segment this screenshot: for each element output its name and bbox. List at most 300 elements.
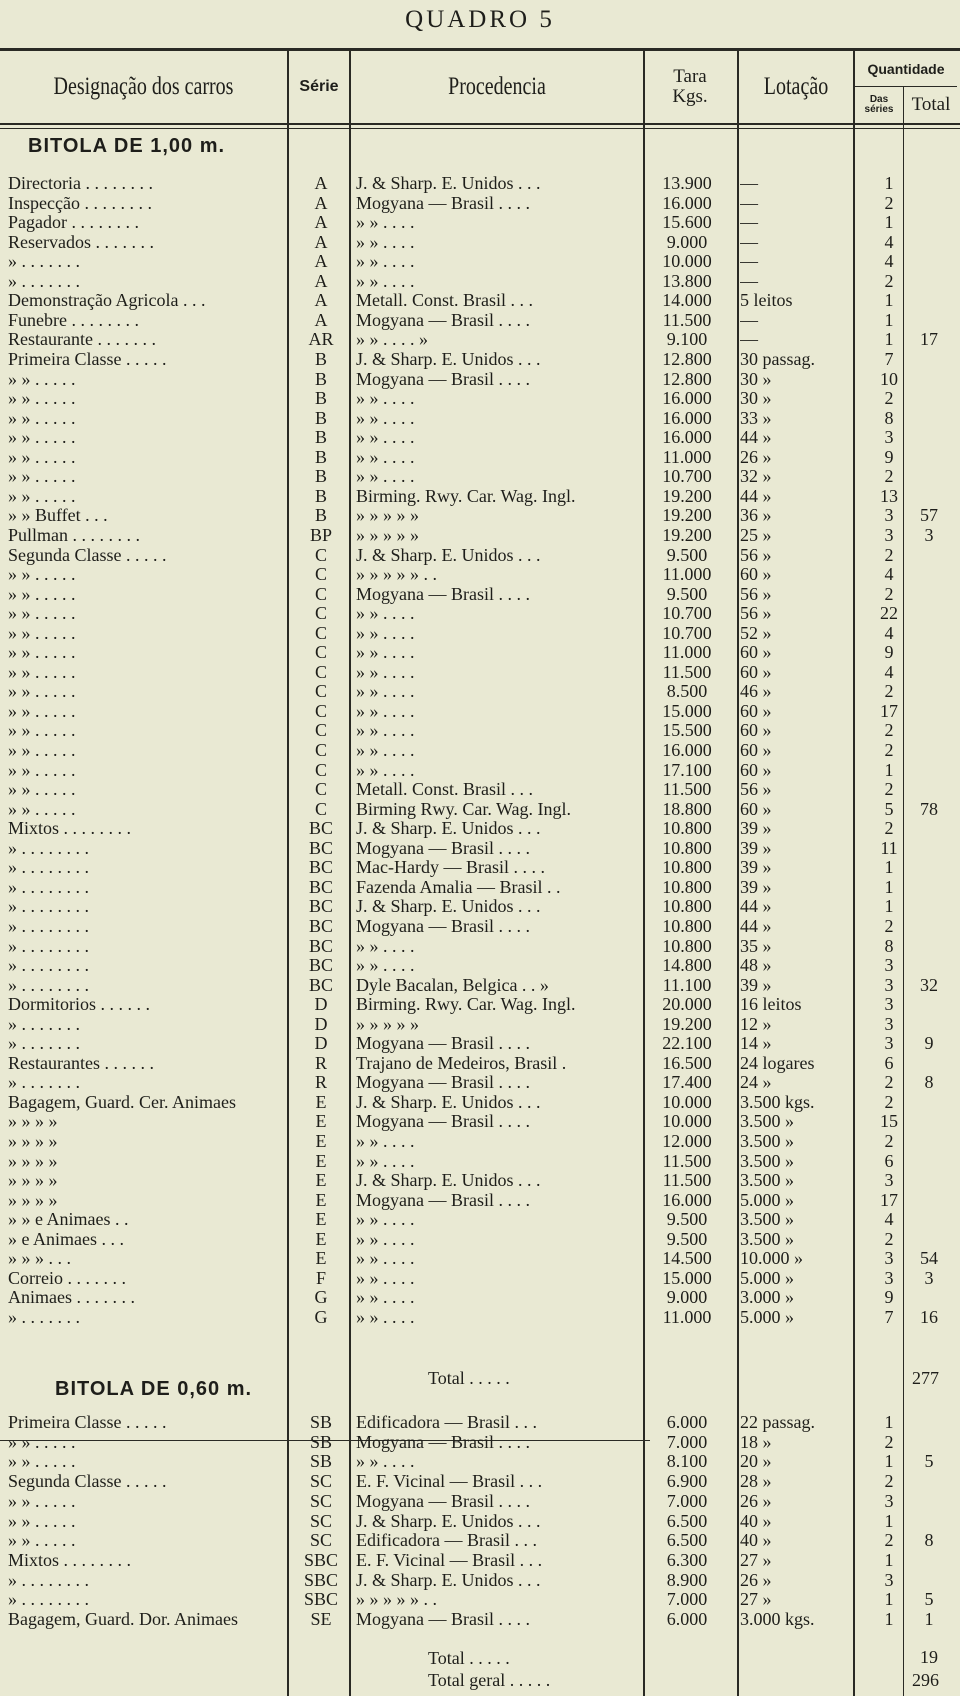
row-procedencia: Mogyana — Brasil . . . . [356,1034,530,1054]
row-lotacao: 39 » [740,838,772,858]
row-total [903,780,955,800]
row-das-series: 9 [884,643,894,663]
row-designacao: » » » » [8,1112,58,1132]
row-serie: E [315,1171,327,1191]
row-lotacao: 28 » [740,1472,772,1492]
row-designacao: » » e Animaes . . [8,1210,129,1230]
row-designacao: Reservados . . . . . . . [8,232,154,252]
row-designacao: » » . . . . . [8,565,76,584]
row-serie: C [314,643,327,663]
row-das-series: 3 [884,1268,894,1288]
row-das-series: 2 [884,584,894,604]
row-total [903,1191,955,1211]
row-das-series: 15 [880,1112,898,1132]
row-serie: BC [308,897,333,917]
row-das-series: 3 [884,956,894,975]
row-das-series: 2 [884,1472,894,1492]
row-tara: 10.000 [662,1112,712,1132]
row-procedencia: » » . . . . [356,1249,415,1269]
row-lotacao: 36 » [740,506,772,526]
row-lotacao: 56 » [740,780,772,800]
row-designacao: » » » » [8,1151,58,1171]
row-procedencia: » » . . . . [356,721,415,741]
row-procedencia: » » . . . . [356,428,415,448]
row-designacao: » . . . . . . . [8,252,80,272]
row-tara: 10.800 [662,819,712,839]
row-designacao: Bagagem, Guard. Dor. Animaes [8,1610,238,1629]
row-tara: 10.700 [662,623,712,643]
row-designacao: » » . . . . . [8,1432,76,1452]
row-designacao: » » » . . . [8,1249,71,1269]
header-lotacao: Lotação [763,72,829,100]
row-procedencia: » » . . . . [356,1210,415,1230]
row-tara: 16.000 [662,389,712,409]
row-lotacao: 60 » [740,662,772,682]
row-das-series: 4 [884,252,894,272]
row-lotacao: 60 » [740,721,772,741]
row-designacao: » » . . . . . [8,408,76,428]
row-total [903,1054,955,1074]
row-tara: 9.100 [666,330,708,350]
row-lotacao: 20 » [740,1452,772,1472]
row-procedencia: Metall. Const. Brasil . . . [356,780,533,800]
row-lotacao: 39 » [740,858,772,878]
row-serie: SC [309,1472,333,1492]
row-tara: 19.200 [662,506,712,526]
row-das-series: 1 [884,858,894,878]
row-lotacao: 32 » [740,467,772,487]
row-das-series: 1 [884,1590,894,1610]
row-serie: SBC [303,1570,339,1590]
row-lotacao: 27 » [740,1550,772,1570]
row-das-series: 1 [884,897,894,917]
row-serie: A [314,174,328,193]
row-total [903,1132,955,1152]
row-total: 8 [924,1073,934,1093]
row-das-series: 8 [884,408,894,428]
row-procedencia: J. & Sharp. E. Unidos . . . [356,545,541,565]
row-designacao: Primeira Classe . . . . . [8,1413,167,1432]
row-serie: SC [309,1491,333,1511]
row-tara: 12.800 [662,369,712,389]
row-tara: 17.400 [662,1073,712,1093]
header-total: Total [911,94,951,116]
row-serie: A [314,271,328,291]
row-lotacao: 3.500 » [740,1210,794,1230]
header-designacao: Designação dos carros [53,72,234,100]
row-das-series: 17 [880,701,898,721]
row-procedencia: » » . . . . [356,936,415,956]
row-das-series: 1 [884,1413,894,1432]
row-tara: 9.000 [666,232,708,252]
row-designacao: » » » » [8,1171,58,1191]
section-title-bitola-060m: BITOLA DE 0,60 m. [55,1378,253,1400]
row-designacao: Mixtos . . . . . . . . [8,819,132,839]
row-lotacao: 3.000 kgs. [740,1610,815,1629]
row-lotacao: 5.000 » [740,1190,794,1210]
row-lotacao: 3.500 » [740,1151,794,1171]
row-das-series: 7 [884,350,894,369]
row-designacao: » » . . . . . [8,584,76,604]
row-total: 9 [924,1034,934,1054]
row-procedencia: Mogyana — Brasil . . . . [356,1432,530,1452]
row-designacao: » » . . . . . [8,721,76,741]
row-total [903,839,955,859]
row-lotacao: — [740,310,758,330]
row-lotacao: 60 » [740,760,772,780]
row-das-series: 3 [884,1171,894,1191]
row-procedencia: J. & Sharp. E. Unidos . . . [356,1511,541,1531]
row-procedencia: » » . . . . [356,271,415,291]
row-serie: F [315,1268,326,1288]
row-lotacao: 16 leitos [740,995,802,1015]
row-lotacao: — [740,271,758,291]
row-tara: 9.500 [666,584,708,604]
row-procedencia: » » . . . . [356,1288,415,1308]
row-total [903,956,955,976]
row-designacao: » » . . . . . [8,760,76,780]
row-total [903,467,955,487]
row-total [903,370,955,390]
row-das-series: 2 [884,193,894,213]
row-serie: B [314,506,327,526]
row-tara: 15.500 [662,721,712,741]
row-serie: C [314,721,327,741]
row-serie: AR [308,330,334,350]
row-serie: R [314,1073,327,1093]
row-das-series: 4 [884,565,894,584]
row-procedencia: J. & Sharp. E. Unidos . . . [356,1092,541,1112]
row-tara: 13.800 [662,271,712,291]
row-tara: 9.500 [666,545,708,565]
row-total [903,448,955,468]
row-designacao: » . . . . . . . [8,271,80,291]
row-lotacao: 44 » [740,486,772,506]
row-das-series: 1 [884,310,894,330]
row-das-series: 2 [884,1432,894,1452]
row-tara: 14.000 [662,291,712,311]
header-serie: Série [299,77,339,95]
row-lotacao: 25 » [740,525,772,545]
row-lotacao: — [740,232,758,252]
row-designacao: » . . . . . . . [8,1307,80,1327]
row-das-series: 2 [884,389,894,409]
row-das-series: 2 [884,545,894,565]
row-serie: BC [308,936,333,956]
row-lotacao: 24 logares [740,1053,815,1073]
row-tara: 19.200 [662,525,712,545]
row-designacao: » » . . . . . [8,799,76,819]
row-procedencia: » » . . . . [356,1229,415,1249]
row-designacao: » » . . . . . [8,447,76,467]
row-lotacao: — [740,193,758,213]
row-designacao: » e Animaes . . . [8,1229,124,1249]
row-total [903,585,955,605]
row-tara: 22.100 [662,1034,712,1054]
row-designacao: » » . . . . . [8,780,76,800]
row-serie: SC [309,1511,333,1531]
row-designacao: » . . . . . . . . [8,877,89,897]
row-procedencia: Trajano de Medeiros, Brasil . [356,1053,567,1073]
row-total: 54 [920,1249,938,1269]
row-tara: 11.000 [662,1307,712,1327]
row-serie: D [314,1034,328,1054]
row-tara: 11.500 [662,662,712,682]
row-procedencia: » » » » » [356,525,419,545]
row-tara: 11.000 [662,643,712,663]
row-tara: 8.900 [666,1570,708,1590]
row-tara: 11.500 [662,780,712,800]
row-total [903,643,955,663]
total-value-bitola-1m: 277 [912,1368,939,1388]
row-total: 5 [924,1590,934,1610]
row-procedencia: » » . . . . [356,389,415,409]
row-das-series: 2 [884,1132,894,1151]
row-designacao: » » . . . . . [8,389,76,409]
row-das-series: 6 [884,1151,894,1171]
row-designacao: » » . . . . . [8,701,76,721]
row-lotacao: 35 » [740,936,772,956]
row-designacao: » » » » [8,1190,58,1210]
row-procedencia: Mogyana — Brasil . . . . [356,193,530,213]
row-tara: 6.300 [666,1550,708,1570]
row-tara: 16.000 [662,193,712,213]
row-procedencia: » » . . . . [356,604,415,624]
row-das-series: 3 [884,1034,894,1054]
row-lotacao: 30 » [740,389,772,409]
row-procedencia: Edificadora — Brasil . . . [356,1531,537,1551]
row-lotacao: 26 » [740,1491,772,1511]
row-das-series: 2 [884,780,894,800]
row-designacao: » . . . . . . . . [8,897,89,917]
row-lotacao: 30 passag. [740,350,815,369]
row-designacao: Correio . . . . . . . [8,1268,126,1288]
row-procedencia: » » . . . . [356,662,415,682]
row-tara: 16.500 [662,1053,712,1073]
row-procedencia: » » » » » . . [356,565,437,584]
row-lotacao: 40 » [740,1511,772,1531]
row-designacao: » » . . . . . [8,682,76,702]
row-tara: 18.800 [662,799,712,819]
row-serie: C [314,701,327,721]
row-das-series: 2 [884,467,894,487]
row-das-series: 1 [884,213,894,233]
row-tara: 10.800 [662,936,712,956]
row-serie: B [314,369,327,389]
row-serie: BC [308,916,333,936]
row-tara: 11.500 [662,1171,712,1191]
row-total [903,741,955,761]
row-lotacao: 14 » [740,1034,772,1054]
row-tara: 12.800 [662,350,712,369]
row-procedencia: Dyle Bacalan, Belgica . . » [356,975,549,995]
row-designacao: Pullman . . . . . . . . [8,525,141,545]
row-tara: 15.600 [662,213,712,233]
row-lotacao: 5 leitos [740,291,793,311]
row-das-series: 1 [884,1610,894,1629]
row-procedencia: » » » » » [356,1014,419,1034]
row-serie: E [315,1190,327,1210]
row-das-series: 2 [884,916,894,936]
row-lotacao: 27 » [740,1590,772,1610]
row-designacao: » » . . . . . [8,1491,76,1511]
row-total [903,858,955,878]
row-das-series: 3 [884,525,894,545]
row-procedencia: Mogyana — Brasil . . . . [356,1190,530,1210]
row-lotacao: 60 » [740,565,772,584]
row-lotacao: — [740,252,758,272]
row-serie: E [315,1249,327,1269]
row-total: 8 [924,1531,934,1551]
row-designacao: Segunda Classe . . . . . [8,1472,167,1492]
row-total [903,174,955,194]
row-designacao: » » . . . . . [8,1511,76,1531]
row-serie: E [315,1229,327,1249]
row-procedencia: Mogyana — Brasil . . . . [356,1610,530,1629]
row-designacao: » . . . . . . . [8,1014,80,1034]
row-procedencia: J. & Sharp. E. Unidos . . . [356,174,541,193]
total-geral-value: 296 [912,1670,939,1690]
row-tara: 11.500 [662,310,712,330]
row-serie: A [314,252,328,272]
row-procedencia: Mogyana — Brasil . . . . [356,838,530,858]
row-tara: 6.000 [666,1413,708,1432]
row-procedencia: Mogyana — Brasil . . . . [356,369,530,389]
row-serie: BP [309,525,333,545]
row-lotacao: 44 » [740,428,772,448]
row-serie: BC [308,819,333,839]
row-designacao: Bagagem, Guard. Cer. Animaes [8,1092,236,1112]
row-das-series: 9 [884,1288,894,1308]
row-procedencia: » » . . . . [356,1307,415,1327]
row-procedencia: J. & Sharp. E. Unidos . . . [356,897,541,917]
row-total [903,604,955,624]
row-total [903,428,955,448]
row-tara: 10.800 [662,858,712,878]
row-serie: B [314,486,327,506]
row-designacao: Segunda Classe . . . . . [8,545,167,565]
row-designacao: Animaes . . . . . . . [8,1288,135,1308]
row-procedencia: » » . . . . [356,760,415,780]
row-das-series: 2 [884,741,894,760]
row-procedencia: » » . . . . [356,1452,415,1472]
row-designacao: » » . . . . . [8,467,76,487]
row-lotacao: 30 » [740,369,772,389]
row-total [903,682,955,702]
row-total [903,233,955,253]
row-tara: 12.000 [662,1132,712,1151]
row-serie: BC [308,877,333,897]
row-lotacao: 5.000 » [740,1268,794,1288]
row-serie: C [314,741,327,760]
row-designacao: » » . . . . . [8,662,76,682]
row-designacao: Restaurantes . . . . . . [8,1053,154,1073]
row-tara: 10.800 [662,838,712,858]
row-total [903,1492,955,1512]
row-procedencia: » » . . . . [356,1132,415,1151]
row-das-series: 17 [880,1190,898,1210]
row-tara: 13.900 [662,174,712,193]
row-lotacao: 39 » [740,877,772,897]
row-procedencia: » » . . . . [356,643,415,663]
row-total [903,311,955,331]
row-total [903,819,955,839]
row-procedencia: Birming Rwy. Car. Wag. Ingl. [356,799,572,819]
row-das-series: 1 [884,1452,894,1472]
row-serie: C [314,565,327,584]
row-tara: 11.000 [662,447,712,467]
row-designacao: Restaurante . . . . . . . [8,330,156,350]
row-procedencia: Edificadora — Brasil . . . [356,1413,537,1432]
row-total: 17 [920,330,938,350]
row-lotacao: 46 » [740,682,772,702]
row-tara: 11.500 [662,1151,712,1171]
row-tara: 14.800 [662,956,712,975]
row-designacao: » » . . . . . [8,428,76,448]
row-das-series: 2 [884,819,894,839]
row-procedencia: E. F. Vicinal — Brasil . . . [356,1550,543,1570]
row-tara: 10.700 [662,604,712,624]
row-das-series: 1 [884,877,894,897]
row-lotacao: 24 » [740,1073,772,1093]
row-lotacao: 5.000 » [740,1307,794,1327]
row-designacao: Mixtos . . . . . . . . [8,1550,132,1570]
row-total: 16 [920,1307,938,1327]
row-das-series: 2 [884,271,894,291]
row-total [903,1512,955,1532]
row-procedencia: » » . . . . [356,701,415,721]
row-procedencia: » » . . . . [356,447,415,467]
row-serie: SC [309,1531,333,1551]
row-lotacao: 10.000 » [740,1249,803,1269]
row-lotacao: 3.500 kgs. [740,1092,815,1112]
row-total [903,917,955,937]
row-lotacao: 60 » [740,799,772,819]
row-lotacao: 60 » [740,701,772,721]
row-designacao: Pagador . . . . . . . . [8,213,139,233]
row-tara: 17.100 [662,760,712,780]
row-serie: A [314,213,328,233]
row-serie: E [315,1092,327,1112]
row-das-series: 1 [884,1550,894,1570]
column-divider [287,51,289,1696]
header-procedencia: Procedencia [448,72,546,100]
row-serie: A [314,232,328,252]
row-designacao: Demonstração Agricola . . . [8,291,206,311]
row-lotacao: — [740,174,758,193]
row-total: 3 [924,525,934,545]
row-procedencia: Mogyana — Brasil . . . . [356,1491,530,1511]
row-das-series: 11 [880,838,898,858]
row-total [903,1230,955,1250]
row-serie: A [314,310,328,330]
row-designacao: » . . . . . . . . [8,1570,89,1590]
row-procedencia: » » . . . . [356,1268,415,1288]
row-das-series: 2 [884,721,894,741]
row-designacao: » » . . . . . [8,643,76,663]
row-total: 1 [924,1610,934,1629]
row-lotacao: 3.500 » [740,1132,794,1151]
row-tara: 16.000 [662,408,712,428]
row-serie: C [314,584,327,604]
row-serie: BC [308,956,333,975]
row-tara: 8.500 [666,682,708,702]
row-tara: 15.000 [662,1268,712,1288]
row-serie: E [315,1210,327,1230]
row-tara: 16.000 [662,1190,712,1210]
row-procedencia: Mogyana — Brasil . . . . [356,1112,530,1132]
row-lotacao: 56 » [740,584,772,604]
